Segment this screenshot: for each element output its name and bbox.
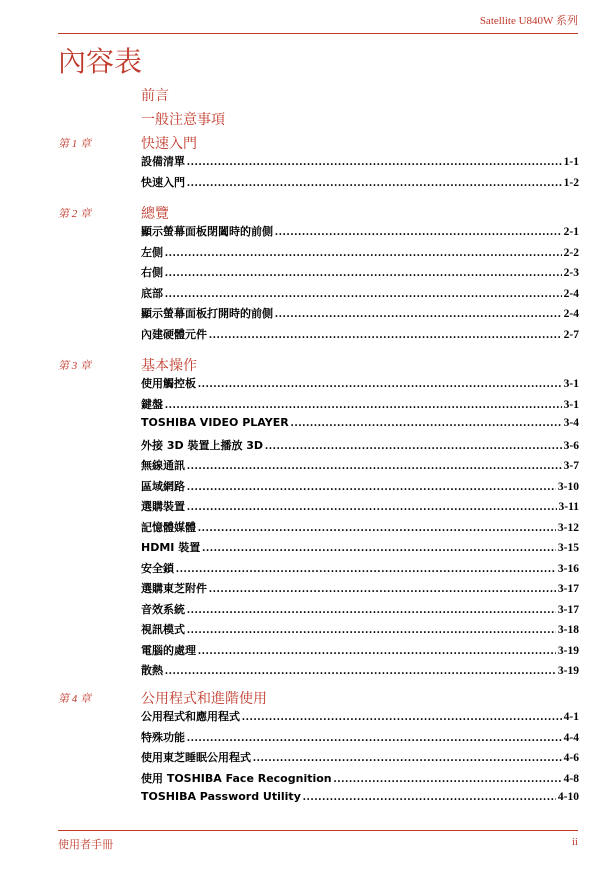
dot-leader [165,267,562,279]
dot-leader [198,378,562,390]
dot-leader [202,542,556,554]
dot-leader [265,440,562,452]
toc-entry-label: 區域網路 [141,479,185,493]
toc-entry-label: TOSHIBA VIDEO PLAYER [141,416,289,429]
toc-entry[interactable] [141,642,579,658]
toc-entry-label: 鍵盤 [141,397,163,411]
toc-entry-page: 3-17 [557,583,579,595]
toc-entry[interactable] [141,326,579,342]
dot-leader [165,288,562,300]
toc-entry-page: 3-4 [563,417,579,429]
page-title: 內容表 [58,45,143,78]
toc-entry[interactable] [141,621,579,637]
chapter-number: 第 4 章 [58,693,91,705]
footer-manual-name: 使用者手冊 [58,838,113,851]
toc-entry-label: 音效系統 [141,602,185,616]
toc-entry[interactable] [141,264,579,280]
toc-entry-page: 3-12 [557,521,579,534]
toc-entry-label: 顯示螢幕面板閉闔時的前側 [141,225,273,238]
toc-entry-page: 2-1 [563,226,579,238]
dot-leader [187,501,557,513]
toc-entry-label: 電腦的處理 [141,643,196,657]
toc-entry[interactable] [141,375,579,391]
toc-entry[interactable] [141,305,579,321]
toc-entry-label: 使用觸控板 [141,377,196,390]
toc-entry-page: 3-7 [563,460,579,472]
toc-entry-page: 3-16 [557,562,579,575]
toc-entry[interactable] [141,519,579,535]
toc-entry-label: 顯示螢幕面板打開時的前側 [141,307,273,320]
toc-entry[interactable] [141,662,579,678]
toc-entry-page: 1-2 [563,176,579,189]
toc-entry-label: 選購東芝附件 [141,582,207,595]
dot-leader [334,773,562,785]
dot-leader [303,791,556,803]
toc-entry[interactable] [141,244,579,260]
toc-entry[interactable] [141,498,579,514]
chapter-number: 第 3 章 [58,360,91,372]
dot-leader [165,665,556,677]
toc-entry-page: 2-4 [563,308,579,320]
dot-leader [187,156,562,168]
toc-entry[interactable] [141,790,579,803]
toc-entry-page: 2-7 [563,328,579,341]
chapter-number: 第 2 章 [58,208,91,220]
toc-entry-label: 公用程式和應用程式 [141,710,240,723]
toc-entry-label: 右側 [141,266,163,279]
toc-entry-page: 3-10 [557,480,579,493]
dot-leader [198,522,556,534]
toc-entry-label: 使用 TOSHIBA Face Recognition [141,771,332,785]
dot-leader [187,177,562,189]
footer-page-number: ii [571,836,578,848]
toc-entry-label: 設備清單 [141,155,185,168]
chapter-title-link[interactable]: 公用程式和進階使用 [141,691,267,707]
toc-entry-page: 2-3 [563,267,579,279]
toc-entry-page: 3-15 [557,542,579,554]
toc-entry[interactable] [141,153,579,169]
toc-entry-page: 3-6 [563,439,579,452]
toc-entry-label: 外接 3D 裝置上播放 3D [141,438,264,452]
intro-link[interactable]: 前言 [141,88,169,104]
toc-entry[interactable] [141,708,579,724]
toc-entry[interactable] [141,416,579,429]
toc-entry[interactable] [141,749,579,765]
toc-entry-page: 4-6 [563,752,579,764]
dot-leader [209,583,556,595]
dot-leader [291,417,562,429]
toc-entry[interactable] [141,580,579,596]
toc-entry-label: TOSHIBA Password Utility [141,790,301,803]
toc-entry[interactable] [141,285,579,301]
dot-leader [187,732,562,744]
toc-entry[interactable] [141,223,579,239]
header-rule [58,33,578,34]
toc-entry-page: 3-19 [557,665,579,677]
toc-entry-label: 視訊模式 [141,623,185,636]
toc-entry-label: 無線通訊 [141,459,185,472]
toc-entry-page: 2-4 [563,287,579,300]
toc-entry-label: 左側 [141,245,163,259]
footer-rule [58,830,578,831]
toc-entry[interactable] [141,729,579,745]
toc-entry[interactable] [141,174,579,190]
toc-entry[interactable] [141,601,579,617]
toc-entry[interactable] [141,478,579,494]
dot-leader [165,247,562,259]
toc-entry-label: 底部 [141,286,163,300]
dot-leader [242,711,562,723]
toc-entry-page: 3-19 [557,644,579,657]
toc-entry-page: 4-4 [563,731,579,744]
chapter-title-link[interactable]: 快速入門 [141,136,197,152]
toc-entry-label: 內建硬體元件 [141,327,207,341]
dot-leader [253,752,562,764]
dot-leader [187,460,562,472]
toc-entry[interactable] [141,437,579,453]
toc-entry-label: HDMI 裝置 [141,541,201,554]
toc-entry-page: 4-8 [563,772,579,785]
toc-entry-label: 特殊功能 [141,730,185,744]
toc-entry-page: 1-1 [563,156,579,168]
toc-entry-page: 2-2 [563,246,579,259]
chapter-number: 第 1 章 [58,138,91,150]
dot-leader [187,624,556,636]
toc-entry-page: 4-1 [563,711,579,723]
toc-entry-label: 散熱 [141,664,163,677]
toc-entry-page: 3-1 [563,398,579,411]
toc-entry-label: 記憶體媒體 [141,520,196,534]
intro-link[interactable]: 一般注意事項 [141,112,225,128]
toc-entry-label: 安全鎖 [141,561,174,575]
toc-entry-page: 4-10 [557,791,579,803]
toc-entry-label: 使用東芝睡眠公用程式 [141,751,251,764]
dot-leader [165,399,562,411]
dot-leader [209,329,562,341]
chapter-title-link[interactable]: 基本操作 [141,358,197,374]
dot-leader [187,481,556,493]
dot-leader [187,604,556,616]
toc-entry-label: 選購裝置 [141,500,185,513]
toc-entry-page: 3-11 [558,501,579,513]
toc-entry[interactable] [141,396,579,412]
toc-entry-page: 3-18 [557,624,579,636]
toc-entry[interactable] [141,457,579,473]
toc-entry[interactable] [141,560,579,576]
toc-entry-page: 3-17 [557,603,579,616]
toc-entry[interactable] [141,770,579,786]
dot-leader [198,645,556,657]
toc-entry-label: 快速入門 [141,175,185,189]
toc-entry-page: 3-1 [563,378,579,390]
dot-leader [176,563,556,575]
toc-entry[interactable] [141,539,579,555]
header-title: Satellite U840W 系列 [479,15,578,27]
dot-leader [275,308,562,320]
chapter-title-link[interactable]: 總覽 [141,206,169,222]
dot-leader [275,226,562,238]
